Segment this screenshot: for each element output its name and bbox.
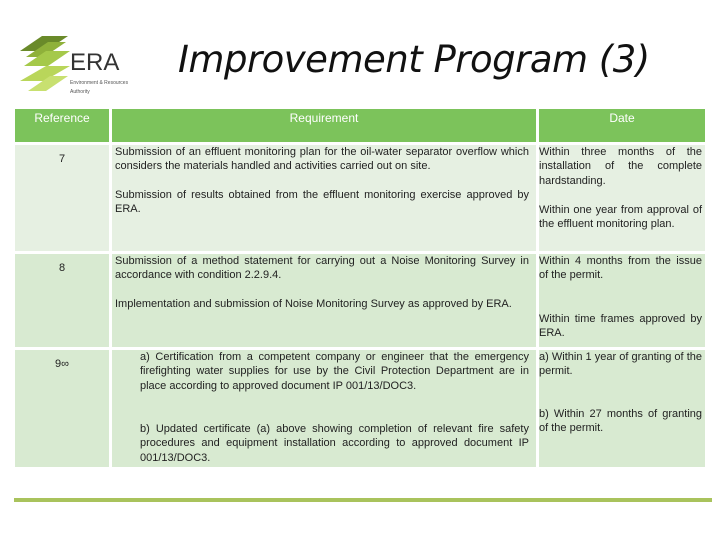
table-row [15, 145, 705, 251]
table-row [15, 254, 705, 347]
requirement-text: a) Certification from a competent company or engineer that the emergency firefighting water supplies for use by the Civil Protection Department are in place according to approved document IP 001/13/DOC3. [140, 351, 529, 392]
requirement-text: Submission of a method statement for carrying out a Noise Monitoring Survey in accordance with condition 2.2.9.4. [115, 255, 529, 282]
era-logo [20, 36, 145, 100]
requirement-cell [112, 254, 536, 347]
requirement-text: Submission of an effluent monitoring plan for the oil-water separator overflow which considers the materials handled and activities carried out on site. [115, 146, 529, 173]
column-header-requirement: Requirement [112, 109, 536, 142]
date-text: Within time frames approved by ERA. [539, 313, 702, 340]
date-text: b) Within 27 months of granting of the permit. [539, 408, 702, 435]
date-cell [539, 145, 705, 251]
reference-cell: 9∞ [15, 350, 109, 467]
svg-text:Environment & Resources: Environment & Resources [70, 80, 129, 86]
requirement-cell [112, 350, 536, 467]
footer-divider [14, 498, 712, 502]
requirement-cell [112, 145, 536, 251]
date-text: a) Within 1 year of granting of the permit. [539, 351, 702, 378]
column-header-date: Date [539, 109, 705, 142]
table-row [15, 350, 705, 467]
requirement-text: Submission of results obtained from the effluent monitoring exercise approved by ERA. [115, 189, 529, 216]
svg-text:ERA: ERA [70, 49, 120, 76]
reference-cell: 8 [15, 254, 109, 347]
date-cell [539, 350, 705, 467]
reference-cell: 7 [15, 145, 109, 251]
table-header-row [15, 109, 705, 142]
svg-text:Authority: Authority [70, 89, 90, 95]
requirement-text: b) Updated certificate (a) above showing completion of relevant fire safety procedures and equipment installation according to approved document IP 001/13/DOC3. [140, 423, 529, 464]
page-title: Improvement Program (3) [178, 38, 650, 81]
date-text: Within 4 months from the issue of the permit. [539, 255, 702, 282]
requirement-text: Implementation and submission of Noise Monitoring Survey as approved by ERA. [115, 298, 512, 310]
date-text: Within three months of the installation of the complete hardstanding. [539, 146, 702, 187]
date-cell [539, 254, 705, 347]
date-text: Within one year from approval of the effluent monitoring plan. [539, 204, 702, 231]
column-header-reference: Reference [15, 109, 109, 142]
